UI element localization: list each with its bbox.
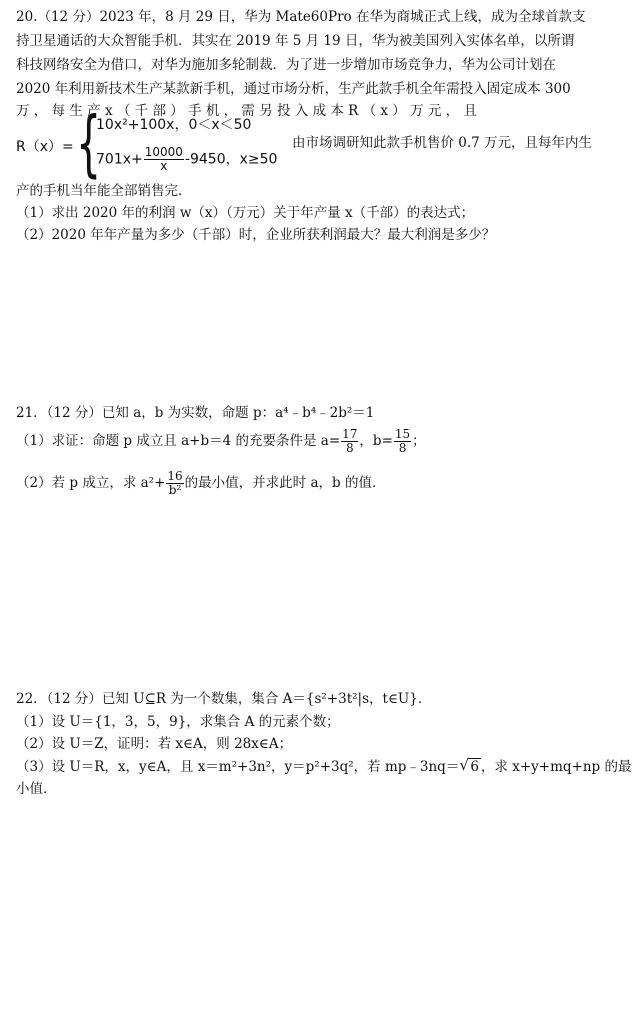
- fraction-denominator: x: [160, 159, 168, 173]
- q21-part-1: [16, 428, 628, 455]
- q20-part-2: （2）2020 年年产量为多少（千部）时，企业所获利润最大？最大利润是多少？: [16, 227, 496, 243]
- q20-line-6: 产的手机当年能全部销售完．: [16, 183, 192, 199]
- piecewise-lhs: R（x）=: [16, 139, 74, 155]
- piecewise-case-1: 10x²+100x，0＜x＜50: [96, 117, 252, 133]
- q22-part-3-text: （3）设 U＝R，x，y∈A，且 x＝m²+3n²，y＝p²+3q²，若 mp﹣3nq＝: [16, 759, 460, 775]
- case-2-suffix: -9450，x≥50: [184, 151, 278, 168]
- case-2-prefix: 701x+: [96, 151, 143, 168]
- fraction-16-over-b2: [166, 470, 183, 497]
- q21-b-label: ，b=: [359, 433, 393, 449]
- q21-line-1: 21．（12 分）已知 a，b 为实数，命题 p：a⁴﹣b⁴﹣2b²＝1: [16, 405, 375, 421]
- q20-line-4: 2020 年利用新技术生产某款新手机，通过市场分析，生产此款手机全年需投入固定成本 300: [16, 81, 571, 97]
- q22-part-3-cont: ，求 x+y+mq+np 的最: [480, 759, 632, 775]
- a-numerator: 17: [342, 427, 358, 441]
- q20-market-text: 由市场调研知此款手机售价 0.7 万元，且每年内生: [292, 135, 593, 151]
- sqrt-expression: [459, 756, 481, 778]
- q20-line-1: 20.（12 分）2023 年，8 月 29 日，华为 Mate60Pro 在华为商城正式上线，成为全球首款支: [16, 9, 586, 25]
- q22-part-2: （2）设 U＝Z，证明：若 x∈A，则 28x∈A；: [16, 736, 293, 752]
- q21-part-2-end: 的最小值，并求此时 a，b 的值．: [184, 475, 386, 491]
- q21-part-2: [16, 470, 628, 497]
- q22-part-3-end: 小值．: [16, 781, 57, 797]
- q21-part-2-text: （2）若 p 成立，求 a²+: [16, 475, 166, 491]
- q20-part-1: （1）求出 2020 年的利润 w（x）（万元）关于年产量 x（千部）的表达式；: [16, 205, 475, 221]
- f-denominator: b²: [168, 483, 182, 497]
- sqrt-radicand: 6: [470, 759, 479, 775]
- q21-part-1-text: （1）求证：命题 p 成立且 a+b＝4 的充要条件是 a=: [16, 433, 341, 449]
- q20-line-5: 万 ， 每 生 产 x （ 千 部 ） 手 机 ， 需 另 投 入 成 本 R （ x ） 万 元 ， 且: [16, 103, 477, 119]
- piecewise-case-2: [96, 146, 277, 173]
- fraction-a-value: [341, 428, 358, 455]
- q20-line-3: 科技网络安全为借口，对华为施加多轮制裁．为了进一步增加市场竞争力，华为公司计划在: [16, 57, 556, 73]
- q21-part-1-end: ；: [412, 433, 426, 449]
- b-numerator: 15: [394, 427, 411, 441]
- b-denominator: 8: [398, 441, 407, 455]
- fraction-10000-over-x: [144, 146, 184, 173]
- left-brace: {: [76, 101, 102, 185]
- q22-line-1: 22．（12 分）已知 U⊆R 为一个数集，集合 A＝{s²+3t²|s，t∈U}．: [16, 691, 432, 707]
- fraction-b-value: [394, 428, 411, 455]
- f-numerator: 16: [167, 469, 183, 483]
- a-denominator: 8: [345, 441, 354, 455]
- fraction-numerator: 10000: [144, 145, 183, 159]
- sqrt-symbol: √: [459, 756, 469, 774]
- q22-part-1: （1）设 U＝{1，3，5，9}，求集合 A 的元素个数；: [16, 714, 340, 730]
- q20-line-2: 持卫星通话的大众智能手机．其实在 2019 年 5 月 19 日，华为被美国列入实体名单，以所谓: [16, 33, 575, 49]
- q22-part-3: [16, 756, 632, 778]
